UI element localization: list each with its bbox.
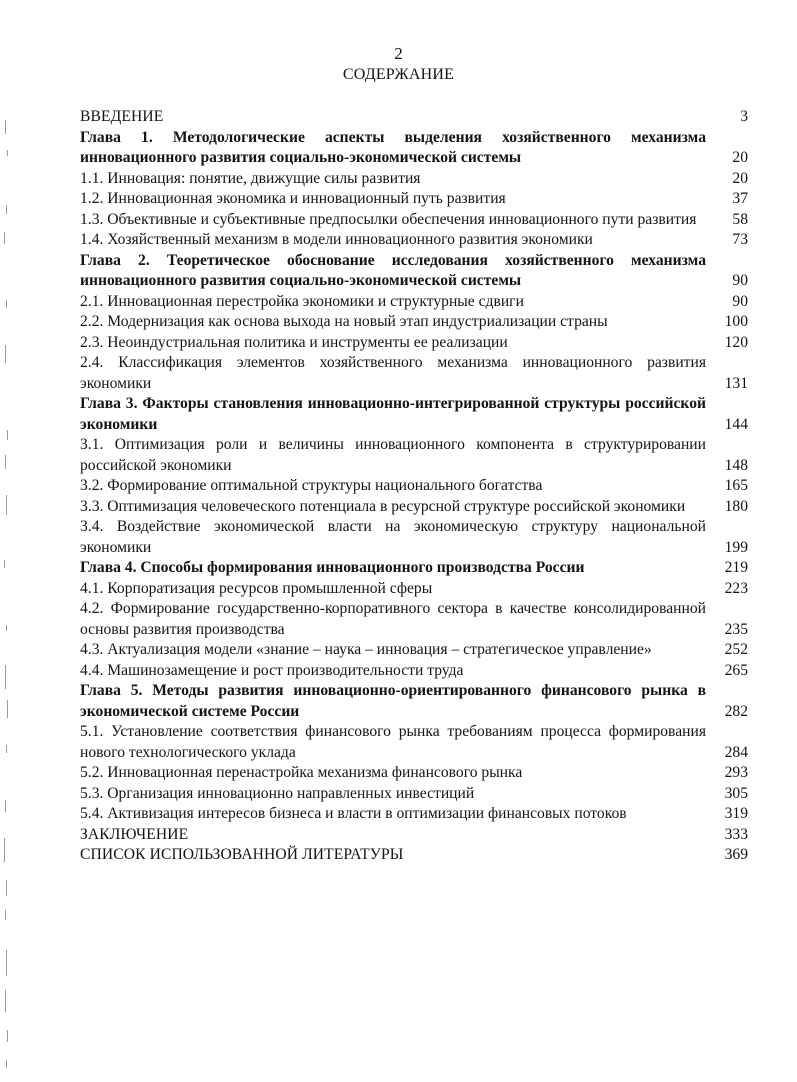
toc-entry-title: 1.3. Объективные и субъективные предпосылки обеспечения инновационного пути развития <box>80 210 697 228</box>
toc-entry-page: 305 <box>724 784 748 802</box>
toc-entry-page: 293 <box>724 764 748 781</box>
page-number: 2 <box>394 44 403 63</box>
toc-entry-page: 180 <box>724 497 748 515</box>
toc-major-entry <box>80 107 748 128</box>
toc-entry-page: 100 <box>724 313 748 330</box>
toc-entry-page: 148 <box>724 456 748 474</box>
scan-edge-artifacts <box>0 0 30 1082</box>
toc-section-entry <box>80 312 748 333</box>
toc-section-entry <box>80 189 748 210</box>
toc-entry-title: 2.1. Инновационная перестройка экономики и структурные сдвиги <box>80 292 524 310</box>
toc-entry-page: 333 <box>724 825 748 843</box>
toc-entry-page: 131 <box>724 374 748 392</box>
toc-entry-page: 37 <box>732 190 748 207</box>
toc-entry-page: 252 <box>724 641 748 658</box>
toc-entry-page: 284 <box>724 743 748 761</box>
toc-entry-title: 2.2. Модернизация как основа выхода на новый этап индустриализации страны <box>80 313 608 330</box>
toc-section-entry <box>80 292 748 313</box>
toc-section-entry <box>80 497 748 518</box>
toc-entry-title: 1.4. Хозяйственный механизм в модели инновационного развития экономики <box>80 231 593 248</box>
toc-entry-page: 319 <box>724 805 748 822</box>
toc-entry-page: 223 <box>724 579 748 597</box>
toc-entry-page: 90 <box>732 272 748 289</box>
toc-entry-title: Глава 1. Методологические аспекты выделения хозяйственного механизма инновационного развития социально-экономической системы <box>80 128 706 166</box>
toc-section-entry <box>80 579 748 600</box>
toc-heading: СОДЕРЖАНИЕ <box>342 66 455 83</box>
toc-entry-title: 3.3. Оптимизация человеческого потенциала в ресурсной структуре российской экономики <box>80 497 686 515</box>
toc-entry-title: Глава 2. Теоретическое обоснование исследования хозяйственного механизма инновационного развития социально-экономической системы <box>80 251 706 289</box>
toc-entry-title: 3.1. Оптимизация роли и величины инновационного компонента в структурировании российской экономики <box>80 436 706 474</box>
toc-entry-title: 2.3. Неоиндустриальная политика и инструменты ее реализации <box>80 333 508 351</box>
toc-entry-page: 144 <box>724 415 748 433</box>
toc-entry-page: 90 <box>732 292 748 310</box>
toc-entry-page: 282 <box>724 702 748 720</box>
toc-entry-page: 369 <box>724 846 748 863</box>
toc-section-entry <box>80 599 748 640</box>
toc-entry-title: Глава 3. Факторы становления инновационно-интегрированной структуры российской экономики <box>80 395 706 433</box>
toc-section-entry <box>80 435 748 476</box>
toc-entry-page: 235 <box>724 620 748 638</box>
toc-entry-title: 4.3. Актуализация модели «знание – наука – инновация – стратегическое управление» <box>80 641 652 658</box>
toc-entry-page: 199 <box>724 538 748 556</box>
toc-chapter-entry <box>80 128 748 169</box>
toc-chapter-entry <box>80 558 748 579</box>
toc-section-entry <box>80 517 748 558</box>
toc-entry-page: 3 <box>740 108 748 125</box>
toc-entry-title: 5.2. Инновационная перенастройка механизма финансового рынка <box>80 764 523 781</box>
toc-section-entry <box>80 333 748 354</box>
toc-major-entry <box>80 825 748 846</box>
toc-section-entry <box>80 763 748 784</box>
toc-entry-title: 4.2. Формирование государственно-корпоративного сектора в качестве консолидированной основы развития производства <box>80 600 706 638</box>
toc-entry-title: ВВЕДЕНИЕ <box>80 108 164 125</box>
toc-section-entry <box>80 804 748 825</box>
toc-entry-title: 3.2. Формирование оптимальной структуры национального богатства <box>80 477 543 494</box>
toc-section-entry <box>80 210 748 231</box>
toc-chapter-entry <box>80 394 748 435</box>
toc-entry-page: 265 <box>724 661 748 679</box>
toc-entry-page: 120 <box>724 333 748 351</box>
toc-section-entry <box>80 722 748 763</box>
toc-entry-page: 219 <box>724 559 748 576</box>
toc-section-entry <box>80 640 748 661</box>
toc-entry-page: 73 <box>732 231 748 248</box>
toc-entry-title: 5.3. Организация инновационно направленных инвестиций <box>80 784 475 802</box>
toc-entry-page: 165 <box>724 477 748 494</box>
toc-entry-title: 4.4. Машинозамещение и рост производительности труда <box>80 661 464 679</box>
toc-chapter-entry <box>80 251 748 292</box>
toc-entry-page: 20 <box>732 169 748 187</box>
toc-entry-title: 4.1. Корпоратизация ресурсов промышленной сферы <box>80 579 433 597</box>
toc-section-entry <box>80 353 748 394</box>
toc-chapter-entry <box>80 681 748 722</box>
toc-entry-page: 58 <box>732 210 748 228</box>
toc-section-entry <box>80 476 748 497</box>
toc-major-entry <box>80 845 748 866</box>
toc-entry-title: 1.2. Инновационная экономика и инновационный путь развития <box>80 190 506 207</box>
table-of-contents <box>80 107 748 866</box>
toc-entry-title: Глава 4. Способы формирования инновационного производства России <box>80 559 585 576</box>
toc-entry-title: 5.1. Установление соответствия финансового рынка требованиям процесса формирования нового технологического уклада <box>80 723 706 761</box>
toc-entry-title: Глава 5. Методы развития инновационно-ориентированного финансового рынка в экономической системе России <box>80 682 706 720</box>
toc-section-entry <box>80 230 748 251</box>
toc-section-entry <box>80 169 748 190</box>
toc-section-entry <box>80 784 748 805</box>
toc-entry-title: 2.4. Классификация элементов хозяйственного механизма инновационного развития экономики <box>80 354 706 392</box>
toc-entry-page: 20 <box>732 149 748 166</box>
toc-entry-title: ЗАКЛЮЧЕНИЕ <box>80 825 189 843</box>
toc-entry-title: СПИСОК ИСПОЛЬЗОВАННОЙ ЛИТЕРАТУРЫ <box>80 846 404 863</box>
toc-entry-title: 5.4. Активизация интересов бизнеса и власти в оптимизации финансовых потоков <box>80 805 627 822</box>
toc-entry-title: 1.1. Инновация: понятие, движущие силы развития <box>80 169 421 187</box>
toc-section-entry <box>80 661 748 682</box>
toc-entry-title: 3.4. Воздействие экономической власти на экономическую структуру национальной экономики <box>80 518 706 556</box>
